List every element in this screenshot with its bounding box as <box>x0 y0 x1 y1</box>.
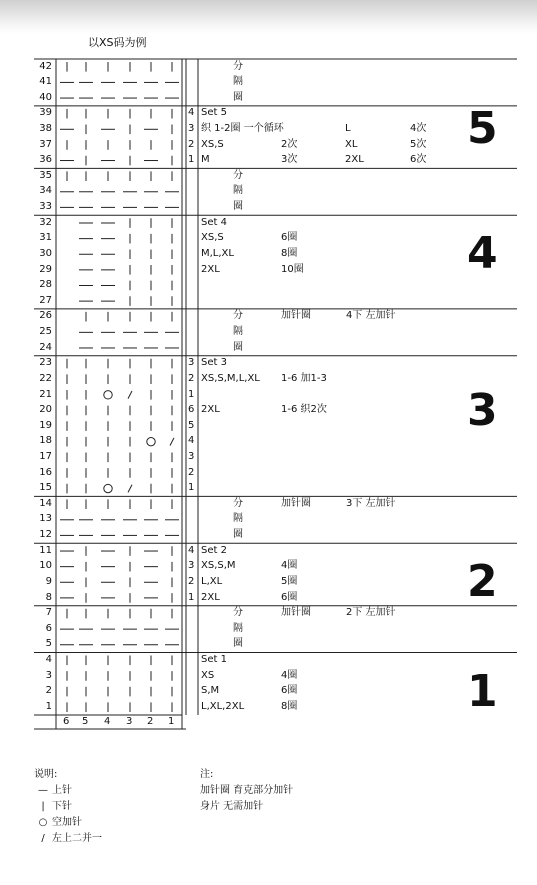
legend-label: 下针 <box>52 801 72 812</box>
annotation-text: XS,S <box>201 232 224 244</box>
annotation-text: 隔 <box>233 326 243 338</box>
annotation-text: 分 <box>233 310 243 322</box>
annotation-text: 2XL <box>201 263 220 275</box>
annotation-text: 加针圈 <box>281 497 311 509</box>
annotation-text: 5次 <box>410 138 427 150</box>
note-line: 加针圈 育克部分加针 <box>200 785 294 796</box>
annotation-text: 分 <box>233 169 243 181</box>
annotation-text: Set 2 <box>201 544 227 556</box>
row-number: 2 <box>45 685 52 697</box>
annotation-text: 6次 <box>410 154 427 166</box>
annotation-text: 1-6 织2次 <box>281 404 327 416</box>
set-number-label: 4 <box>467 228 498 280</box>
column-number: 1 <box>168 716 175 728</box>
row-number: 32 <box>39 216 52 228</box>
round-count: 4 <box>188 435 195 447</box>
annotation-text: 织 1-2圈 一个循环 <box>201 122 284 134</box>
annotation-text: 4圈 <box>281 560 298 572</box>
annotation-text: M <box>201 154 210 166</box>
row-number: 42 <box>39 60 52 72</box>
row-number: 22 <box>39 372 52 384</box>
annotation-text: L,XL <box>201 575 223 587</box>
row-number: 39 <box>39 107 52 119</box>
purl-symbol-icon: — <box>38 785 48 796</box>
page-title: 以XS码为例 <box>88 36 147 49</box>
round-count: 1 <box>188 591 195 603</box>
row-number: 1 <box>45 700 52 712</box>
row-number: 11 <box>39 544 52 556</box>
annotation-text: XS,S <box>201 138 224 150</box>
row-number: 8 <box>45 591 52 603</box>
annotation-text: 圈 <box>233 529 243 541</box>
annotation-text: 加针圈 <box>281 310 311 322</box>
legend-label: 上针 <box>52 785 72 796</box>
annotation-text: 3次 <box>281 154 298 166</box>
round-count: 3 <box>188 122 195 134</box>
yarn-over-stitch <box>104 484 112 492</box>
round-count: 5 <box>188 419 195 431</box>
note-line: 身片 无需加针 <box>200 801 264 812</box>
row-number: 37 <box>39 138 52 150</box>
row-number: 16 <box>39 466 52 478</box>
annotation-text: 3下 左加针 <box>346 497 396 509</box>
column-number: 5 <box>82 716 89 728</box>
annotation-text: 6圈 <box>281 685 298 697</box>
annotation-text: 2下 左加针 <box>346 607 396 619</box>
annotation-text: 分 <box>233 607 243 619</box>
yarn-over-stitch <box>104 391 112 399</box>
annotation-text: 加针圈 <box>281 607 311 619</box>
annotation-text: 8圈 <box>281 700 298 712</box>
annotation-text: 分 <box>233 60 243 72</box>
annotation-text: XS,S,M <box>201 560 236 572</box>
row-number: 30 <box>39 247 52 259</box>
round-count: 2 <box>188 575 195 587</box>
column-number: 6 <box>63 716 70 728</box>
annotation-text: 4圈 <box>281 669 298 681</box>
annotation-text: 5圈 <box>281 575 298 587</box>
round-count: 1 <box>188 482 195 494</box>
row-number: 21 <box>39 388 52 400</box>
set-number-label: 5 <box>467 103 498 155</box>
legend-item-k2tog <box>34 831 102 847</box>
annotation-text: S,M <box>201 685 220 697</box>
row-number: 17 <box>39 451 52 462</box>
legend-item-purl <box>34 783 102 799</box>
annotation-text: XL <box>345 138 358 150</box>
annotation-text: 圈 <box>233 201 243 213</box>
annotation-text: 2次 <box>281 138 298 150</box>
annotation-text: Set 4 <box>201 216 227 228</box>
annotation-text: 6圈 <box>281 232 298 244</box>
legend-item-yarn-over <box>34 815 102 831</box>
row-number: 28 <box>39 279 52 291</box>
annotation-text: 6圈 <box>281 591 298 603</box>
row-number: 12 <box>39 529 52 541</box>
annotation-text: 隔 <box>233 185 243 197</box>
row-number: 9 <box>45 575 52 587</box>
round-count: 3 <box>188 451 195 462</box>
round-count: 2 <box>188 138 195 150</box>
row-number: 3 <box>45 669 52 681</box>
annotation-text: 8圈 <box>281 247 298 259</box>
row-number: 27 <box>39 294 52 306</box>
k2tog-symbol-icon: / <box>41 833 45 844</box>
annotation-text: 2XL <box>201 591 220 603</box>
set-number-label: 2 <box>467 556 498 608</box>
legend-label: 空加针 <box>52 817 82 828</box>
row-number: 4 <box>45 654 52 666</box>
k2tog-stitch <box>128 485 132 493</box>
annotation-text: 分 <box>233 497 243 509</box>
annotation-text: M,L,XL <box>201 247 234 259</box>
row-number: 40 <box>39 91 52 103</box>
column-number: 4 <box>104 716 111 728</box>
round-count: 6 <box>188 404 195 416</box>
notes <box>200 767 293 815</box>
annotation-text: Set 5 <box>201 107 227 119</box>
row-number: 38 <box>39 122 52 134</box>
annotation-text: XS <box>201 669 215 681</box>
annotation-text: 4下 左加针 <box>346 310 396 322</box>
annotation-text: XS,S,M,L,XL <box>201 372 260 384</box>
knit-symbol-icon: | <box>41 801 45 812</box>
round-count: 1 <box>188 388 195 400</box>
row-number: 13 <box>39 513 52 525</box>
annotation-text: 隔 <box>233 76 243 88</box>
row-number: 15 <box>39 482 52 494</box>
column-number: 2 <box>147 716 154 728</box>
set-number-label: 3 <box>467 384 498 436</box>
round-count: 3 <box>188 560 195 572</box>
row-number: 36 <box>39 154 52 166</box>
annotation-text: Set 1 <box>201 654 227 666</box>
row-number: 19 <box>39 419 52 431</box>
round-count: 2 <box>188 466 195 478</box>
row-number: 18 <box>39 435 52 447</box>
round-count: 2 <box>188 372 195 384</box>
annotation-text: L,XL,2XL <box>201 700 245 712</box>
row-number: 14 <box>39 497 52 509</box>
column-number: 3 <box>126 716 133 728</box>
row-number: 29 <box>39 263 52 275</box>
annotation-text: 10圈 <box>281 263 304 275</box>
row-number: 31 <box>39 232 52 244</box>
annotation-text: L <box>345 122 351 134</box>
round-count: 3 <box>188 357 195 369</box>
row-number: 33 <box>39 201 52 213</box>
legend <box>34 767 102 847</box>
legend-item-knit <box>34 799 102 815</box>
row-number: 34 <box>39 185 52 197</box>
row-number: 23 <box>39 357 52 369</box>
annotation-text: 圈 <box>233 91 243 103</box>
annotation-text: 隔 <box>233 622 243 634</box>
round-count: 4 <box>188 107 195 119</box>
row-number: 10 <box>39 560 52 572</box>
annotation-text: 圈 <box>233 341 243 353</box>
row-number: 25 <box>39 326 52 338</box>
annotation-text: 4次 <box>410 122 427 134</box>
row-number: 26 <box>39 310 52 322</box>
annotation-text: 2XL <box>201 404 220 416</box>
yarn-over-symbol-icon: ○ <box>38 817 48 828</box>
round-count: 1 <box>188 154 195 166</box>
row-number: 5 <box>45 638 52 650</box>
row-number: 6 <box>45 622 52 634</box>
row-number: 41 <box>39 76 52 88</box>
legend-title: 说明: <box>34 769 58 780</box>
row-number: 7 <box>45 607 52 619</box>
notes-title: 注: <box>200 769 214 780</box>
annotation-text: 隔 <box>233 513 243 525</box>
row-number: 24 <box>39 341 52 353</box>
row-number: 35 <box>39 169 52 181</box>
k2tog-stitch <box>128 391 132 399</box>
row-number: 20 <box>39 404 52 416</box>
round-count: 4 <box>188 544 195 556</box>
yarn-over-stitch <box>147 437 155 445</box>
annotation-text: 1-6 加1-3 <box>281 372 327 384</box>
k2tog-stitch <box>170 438 174 446</box>
annotation-text: 圈 <box>233 638 243 650</box>
annotation-text: 2XL <box>345 154 364 166</box>
set-number-label: 1 <box>467 665 498 717</box>
legend-label: 左上二并一 <box>52 833 102 844</box>
annotation-text: Set 3 <box>201 357 227 369</box>
